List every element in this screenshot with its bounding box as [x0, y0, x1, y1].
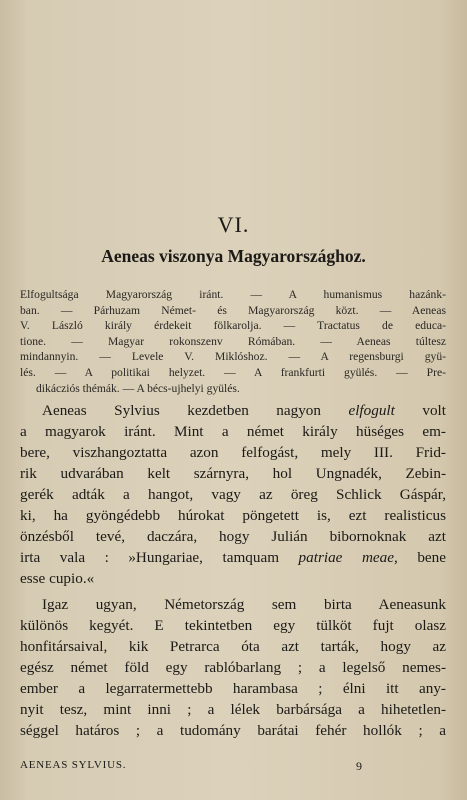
summary-line: tione. — Magyar rokonszenv Rómában. — Aeneas túltesz	[20, 334, 446, 348]
running-title: AENEAS SYLVIUS.	[20, 759, 127, 771]
paragraph-1	[20, 400, 446, 589]
text-line: esse cupio.«	[20, 570, 95, 587]
text-line: különös kegyét. E tekintetben egy tülköt fujt olasz	[20, 617, 446, 634]
text-line: ember a legarratermettebb harambasa ; élni itt any-	[20, 680, 446, 697]
text-line: a magyarok iránt. Mint a német király hüséges em-	[20, 423, 446, 440]
paragraph-2	[20, 594, 446, 741]
chapter-title: Aeneas viszonya Magyarországhoz.	[101, 246, 366, 266]
text-run: irta vala : »Hungariae, tamquam	[20, 549, 299, 566]
summary-line: ban. — Párhuzam Német- és Magyarország közt. — Aeneas	[20, 303, 446, 317]
text-line: séggel határos ; a tudomány barátai fehér hollók ; a	[20, 722, 446, 739]
page-number: 9	[356, 759, 363, 773]
italic-text: patriae meae,	[298, 549, 398, 566]
text-run: bene	[397, 549, 446, 566]
text-line: nyit tesz, mint inni ; a lélek barbársága a hihetetlen-	[20, 701, 446, 718]
text-line: rik udvarában kelt szárnyra, hol Ungnadék, Zebin-	[20, 465, 446, 482]
summary-line: mindannyin. — Levele V. Miklóshoz. — A regensburgi gyü-	[20, 350, 446, 364]
text-line	[20, 400, 446, 421]
summary-line: V. László király érdekeit fölkarolja. — Tractatus de educa-	[20, 319, 446, 333]
text-line	[20, 547, 446, 568]
text-line: bere, viszhangoztatta azon felfogást, mely III. Frid-	[20, 444, 446, 461]
text-run: Aeneas Sylvius kezdetben nagyon	[42, 402, 349, 419]
text-line: honfitársaival, kik Petrarca óta azt tarták, hogy az	[20, 638, 446, 655]
text-line: gerék adták a hangot, vagy az öreg Schlick Gáspár,	[20, 486, 446, 503]
chapter-summary	[20, 287, 446, 396]
text-line: egész német föld egy rablóbarlang ; a legelső nemes-	[20, 659, 446, 676]
summary-line: dikácziós thémák. — A bécs-ujhelyi gyülés.	[36, 381, 240, 395]
text-line: önzésből tevé, daczára, hogy Julián bibornoknak azt	[20, 528, 446, 545]
chapter-number: VI.	[217, 212, 250, 237]
text-run: volt	[394, 402, 446, 419]
summary-line: lés. — A politikai helyzet. — A frankfurti gyülés. — Pre-	[20, 365, 446, 379]
italic-text: elfogult	[348, 402, 395, 419]
text-line: Igaz ugyan, Németország sem birta Aeneasunk	[42, 596, 446, 613]
text-line: ki, ha gyöngédebb húrokat pöngetett is, ezt realisticus	[20, 507, 446, 524]
summary-line: Elfogultsága Magyarország iránt. — A humanismus hazánk-	[20, 288, 446, 301]
